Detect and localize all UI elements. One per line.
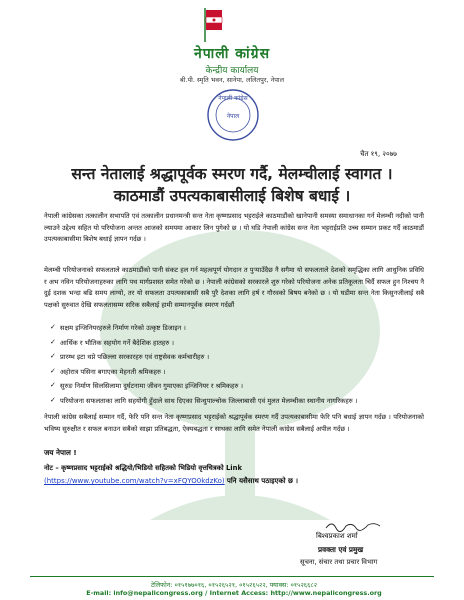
closing-salutation: जय नेपाल !	[44, 448, 77, 457]
office-name: केन्द्रीय कार्यालय	[205, 66, 259, 76]
video-note: नोट – कृष्णप्रसाद भट्टराईको श्रद्धियो/भिडियो सहितको भिडियो वृत्तचित्रको Link	[44, 464, 242, 472]
signatory-role: प्रवक्ता एवं प्रमुख	[318, 545, 364, 554]
stamp-bottom-text: नेपाल	[226, 113, 240, 120]
stamp-top-text: नेपाली कांग्रेस	[218, 95, 248, 102]
headline-line-2: काठमाडौं उपत्यकाबासीलाई बिशेष बधाई ।	[113, 187, 351, 205]
checkmark-icon: ✓	[50, 395, 56, 404]
list-item-text: अहोरात्र पसिना बगाएका मेहनती श्रमिकहरु ।	[60, 367, 166, 376]
office-address: बी.पी. स्मृति भवन, सानेपा, ललितपुर, नेपाल	[179, 76, 285, 84]
footer-divider	[30, 576, 434, 577]
link-suffix: पनि यसैसाथ पठाइएको छ ।	[226, 477, 299, 485]
list-item-text: परियोजना सफलताका लागि सहयोगी हुँदाले साथ दिएका सिन्धुपाल्चोक जिल्लाबासी एवं मुलत मेलम्चीका स्थानीय नागरिकहरु ।	[60, 396, 358, 405]
list-item	[50, 323, 422, 338]
list-item-text: आर्थिक र भौतिक सहयोग गर्ने बैदेशिक हातहरु ।	[60, 338, 174, 347]
organization-name: नेपाली कांग्रेस	[193, 46, 271, 62]
paragraph-2: मेलम्ची परियोजनाको सफलताले काठमाडौंको पानी संकट हल गर्न महत्वपूर्ण योगदान त पुऱ्याउँदैछ नै सगैमा यो सफलताले देशको समृद्धिका लागि आधुनिक प्रविधि र अभ नविन परियोजनाहरुका लागि पथ मार्गप्रशस्त समेत गरेको छ । नेपाली कांग्रेसको सरकारले शुरु गरेको परियोजना अनेक प्रतिकूलता चिर्दै सफल हुन निश्चय नै दुई दशक भन्दा बढि समय लाग्यो, तर यो सफलता उपत्यकाबासी सबै पुरै देशका लागि हर्ष र गौरवको बिषय बनेको छ । यो घडीमा सन्त नेता किसुनजीलाई सबै पक्षको सुरुवात देखि सफलतासम्म सरिक सबैलाई हामी सम्मानपूर्वक स्मरण गर्दछौं	[44, 266, 424, 309]
acknowledgement-list	[50, 323, 422, 416]
checkmark-icon: ✓	[50, 366, 56, 375]
party-flag-logo	[203, 8, 225, 42]
list-item	[50, 338, 422, 353]
footer-contact-phone: टेलिफोन: ०१५१७७०१६, ०१५२६५२१, ०१५२६५२२, फ्याक्स: ०१५२६६८२	[150, 581, 318, 589]
link-line	[44, 477, 298, 486]
checkmark-icon: ✓	[50, 352, 56, 361]
list-item-text: प्रारम्भ इटा थप्ने पछिल्ला सरकारहरु एवं राष्ट्रसेवक कर्मचारीहरु ।	[60, 353, 210, 362]
paragraph-3: नेपाली कांग्रेस सबैलाई सम्मान गर्दै, फेरि पनि सन्त नेता कृष्णप्रसाद भट्टराईको श्रद्धापूर्वक स्मरण गर्दै उपत्यकाबासीमा फेरि पनि बधाई ज्ञापन गर्दछ । परियोजनाको भविष्य सुरुक्षीत र सफल बनाउन सबैको साझा प्रतिबद्धता, ऐक्यबद्धता र साथका लागि समेत नेपाली कांग्रेस सबैलाई अपील गर्दछ ।	[44, 413, 424, 433]
checkmark-icon: ✓	[50, 337, 56, 346]
list-item	[50, 381, 422, 396]
signatory-department: सूचना, संचार तथा प्रचार विभाग	[300, 558, 378, 566]
checkmark-icon: ✓	[50, 381, 56, 390]
checkmark-icon: ✓	[50, 323, 56, 331]
footer-contact-web: E-mail: info@nepalicongress.org / Internet Access: http://www.nepalicongress.org	[86, 589, 382, 597]
youtube-link[interactable]: (https://www.youtube.com/watch?v=xFQYO0kdzKo)	[44, 477, 225, 485]
list-item	[50, 367, 422, 382]
list-item	[50, 352, 422, 367]
document-date: चैत १९, २०७७	[360, 150, 397, 158]
list-item-text: सक्षम इन्जिनियरहरुले निर्माण गरेको उत्कृष्ट डिजाइन ।	[60, 324, 186, 332]
paragraph-1: नेपाली कांग्रेसका तत्कालीन सभापति एवं तत्कालीन प्रधानमन्त्री सन्त नेता कृष्णप्रसाद भट्टराईले काठमाडौंको खानेपानी समस्या समाधानका गर्न मेलम्ची नदीको पानी ल्याउने उद्देश्य सहित यो परियोजना अन्तत आजको समयमा आकार लिन पुगेको छ । यो घडि नेपाली कांग्रेस सन्त नेता भट्टराईप्रति उच्च सम्मान प्रकट गर्दै काठमाडौं उपत्यकाबासीमा बिशेष बधाई ज्ञापन गर्दछ ।	[44, 212, 424, 244]
office-stamp	[206, 88, 260, 142]
signatory-name: बिश्वप्रकाश शर्मा	[316, 532, 358, 540]
headline-line-1: सन्त नेतालाई श्रद्धापूर्वक स्मरण गर्दै, मेलम्चीलाई स्वागत ।	[71, 165, 393, 183]
list-item-text: सुरुङ निर्माण सिलसिलामा दुर्घटनामा जीवन गुमाएका इन्जिनियर र श्रमिकहरु ।	[60, 382, 244, 391]
